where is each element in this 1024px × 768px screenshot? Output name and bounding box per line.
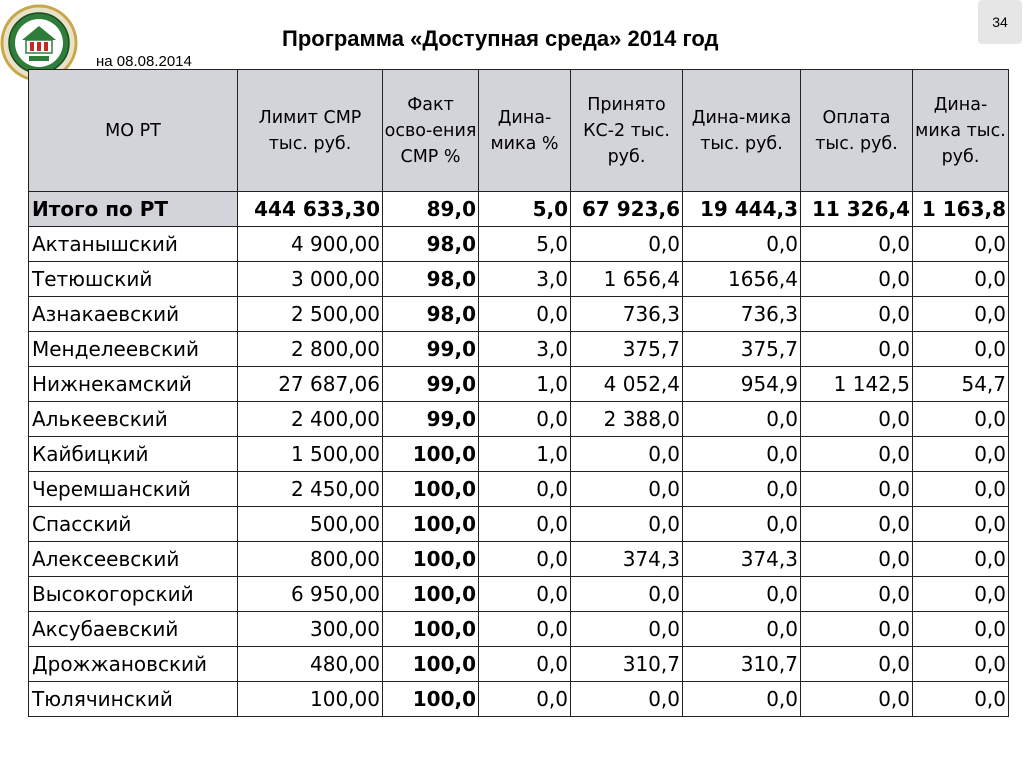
value-cell: 99,0 bbox=[383, 332, 479, 367]
value-cell: 3,0 bbox=[479, 332, 571, 367]
value-cell: 5,0 bbox=[479, 227, 571, 262]
value-cell: 0,0 bbox=[913, 227, 1009, 262]
column-header: Оплата тыс. руб. bbox=[801, 70, 913, 192]
district-name-cell: Аксубаевский bbox=[29, 612, 238, 647]
value-cell: 0,0 bbox=[479, 647, 571, 682]
value-cell: 310,7 bbox=[571, 647, 683, 682]
value-cell: 0,0 bbox=[913, 542, 1009, 577]
report-date: на 08.08.2014 bbox=[96, 53, 192, 70]
value-cell: 67 923,6 bbox=[571, 192, 683, 227]
value-cell: 0,0 bbox=[801, 332, 913, 367]
value-cell: 0,0 bbox=[913, 402, 1009, 437]
value-cell: 0,0 bbox=[913, 332, 1009, 367]
district-name-cell: Спасский bbox=[29, 507, 238, 542]
value-cell: 2 400,00 bbox=[238, 402, 383, 437]
column-header: Факт осво-ения СМР % bbox=[383, 70, 479, 192]
value-cell: 98,0 bbox=[383, 227, 479, 262]
value-cell: 0,0 bbox=[683, 227, 801, 262]
value-cell: 0,0 bbox=[913, 507, 1009, 542]
value-cell: 99,0 bbox=[383, 367, 479, 402]
value-cell: 0,0 bbox=[913, 612, 1009, 647]
table-row bbox=[29, 682, 1009, 717]
value-cell: 0,0 bbox=[571, 472, 683, 507]
value-cell: 444 633,30 bbox=[238, 192, 383, 227]
value-cell: 6 950,00 bbox=[238, 577, 383, 612]
value-cell: 0,0 bbox=[479, 472, 571, 507]
value-cell: 2 450,00 bbox=[238, 472, 383, 507]
value-cell: 736,3 bbox=[571, 297, 683, 332]
table-row bbox=[29, 262, 1009, 297]
value-cell: 0,0 bbox=[801, 437, 913, 472]
value-cell: 2 500,00 bbox=[238, 297, 383, 332]
value-cell: 480,00 bbox=[238, 647, 383, 682]
district-name-cell: Дрожжановский bbox=[29, 647, 238, 682]
value-cell: 4 900,00 bbox=[238, 227, 383, 262]
value-cell: 954,9 bbox=[683, 367, 801, 402]
value-cell: 0,0 bbox=[801, 542, 913, 577]
table-row bbox=[29, 577, 1009, 612]
value-cell: 0,0 bbox=[683, 402, 801, 437]
value-cell: 100,0 bbox=[383, 542, 479, 577]
value-cell: 1 142,5 bbox=[801, 367, 913, 402]
value-cell: 100,0 bbox=[383, 577, 479, 612]
value-cell: 100,0 bbox=[383, 612, 479, 647]
value-cell: 0,0 bbox=[571, 682, 683, 717]
value-cell: 374,3 bbox=[683, 542, 801, 577]
column-header: Дина-мика тыс. руб. bbox=[683, 70, 801, 192]
value-cell: 375,7 bbox=[683, 332, 801, 367]
value-cell: 0,0 bbox=[571, 437, 683, 472]
value-cell: 0,0 bbox=[801, 682, 913, 717]
value-cell: 0,0 bbox=[571, 227, 683, 262]
value-cell: 1 656,4 bbox=[571, 262, 683, 297]
value-cell: 100,0 bbox=[383, 507, 479, 542]
district-name-cell: Тетюшский bbox=[29, 262, 238, 297]
value-cell: 11 326,4 bbox=[801, 192, 913, 227]
value-cell: 0,0 bbox=[913, 297, 1009, 332]
table-row bbox=[29, 647, 1009, 682]
value-cell: 0,0 bbox=[913, 682, 1009, 717]
value-cell: 100,0 bbox=[383, 647, 479, 682]
value-cell: 19 444,3 bbox=[683, 192, 801, 227]
value-cell: 1,0 bbox=[479, 367, 571, 402]
column-header: Лимит СМР тыс. руб. bbox=[238, 70, 383, 192]
table-row bbox=[29, 472, 1009, 507]
value-cell: 0,0 bbox=[683, 577, 801, 612]
value-cell: 0,0 bbox=[683, 472, 801, 507]
value-cell: 500,00 bbox=[238, 507, 383, 542]
value-cell: 0,0 bbox=[801, 647, 913, 682]
value-cell: 0,0 bbox=[913, 437, 1009, 472]
district-name-cell: Высокогорский bbox=[29, 577, 238, 612]
district-name-cell: Алькеевский bbox=[29, 402, 238, 437]
column-header: Дина-мика % bbox=[479, 70, 571, 192]
table-row bbox=[29, 332, 1009, 367]
value-cell: 98,0 bbox=[383, 297, 479, 332]
district-name-cell: Кайбицкий bbox=[29, 437, 238, 472]
value-cell: 1 163,8 bbox=[913, 192, 1009, 227]
value-cell: 0,0 bbox=[801, 262, 913, 297]
value-cell: 0,0 bbox=[571, 577, 683, 612]
column-header: Дина-мика тыс. руб. bbox=[913, 70, 1009, 192]
value-cell: 375,7 bbox=[571, 332, 683, 367]
table-row bbox=[29, 367, 1009, 402]
value-cell: 0,0 bbox=[479, 682, 571, 717]
value-cell: 100,0 bbox=[383, 437, 479, 472]
district-name-cell: Черемшанский bbox=[29, 472, 238, 507]
value-cell: 300,00 bbox=[238, 612, 383, 647]
district-name-cell: Актанышский bbox=[29, 227, 238, 262]
table-row bbox=[29, 612, 1009, 647]
value-cell: 310,7 bbox=[683, 647, 801, 682]
value-cell: 0,0 bbox=[801, 402, 913, 437]
value-cell: 3 000,00 bbox=[238, 262, 383, 297]
district-name-cell: Нижнекамский bbox=[29, 367, 238, 402]
value-cell: 0,0 bbox=[683, 682, 801, 717]
value-cell: 0,0 bbox=[683, 612, 801, 647]
value-cell: 0,0 bbox=[571, 612, 683, 647]
value-cell: 2 388,0 bbox=[571, 402, 683, 437]
value-cell: 1,0 bbox=[479, 437, 571, 472]
value-cell: 0,0 bbox=[801, 227, 913, 262]
table-row bbox=[29, 507, 1009, 542]
value-cell: 54,7 bbox=[913, 367, 1009, 402]
table-header-row bbox=[29, 70, 1009, 192]
value-cell: 0,0 bbox=[479, 577, 571, 612]
value-cell: 0,0 bbox=[683, 507, 801, 542]
value-cell: 99,0 bbox=[383, 402, 479, 437]
value-cell: 0,0 bbox=[479, 542, 571, 577]
value-cell: 3,0 bbox=[479, 262, 571, 297]
district-name-cell: Алексеевский bbox=[29, 542, 238, 577]
table-row bbox=[29, 297, 1009, 332]
district-name-cell: Тюлячинский bbox=[29, 682, 238, 717]
value-cell: 0,0 bbox=[683, 437, 801, 472]
value-cell: 0,0 bbox=[913, 647, 1009, 682]
value-cell: 0,0 bbox=[801, 507, 913, 542]
value-cell: 0,0 bbox=[913, 472, 1009, 507]
table-row bbox=[29, 227, 1009, 262]
district-name-cell: Менделеевский bbox=[29, 332, 238, 367]
page-title: Программа «Доступная среда» 2014 год bbox=[282, 26, 719, 51]
table-row bbox=[29, 437, 1009, 472]
value-cell: 0,0 bbox=[801, 297, 913, 332]
value-cell: 0,0 bbox=[801, 612, 913, 647]
total-row bbox=[29, 192, 1009, 227]
value-cell: 100,0 bbox=[383, 682, 479, 717]
value-cell: 800,00 bbox=[238, 542, 383, 577]
column-header: Принято КС-2 тыс. руб. bbox=[571, 70, 683, 192]
value-cell: 0,0 bbox=[479, 612, 571, 647]
column-header: МО РТ bbox=[29, 70, 238, 192]
district-name-cell: Азнакаевский bbox=[29, 297, 238, 332]
table-row bbox=[29, 542, 1009, 577]
value-cell: 0,0 bbox=[801, 577, 913, 612]
page-number: 34 bbox=[978, 0, 1022, 44]
value-cell: 89,0 bbox=[383, 192, 479, 227]
value-cell: 98,0 bbox=[383, 262, 479, 297]
value-cell: 0,0 bbox=[479, 507, 571, 542]
district-name-cell: Итого по РТ bbox=[29, 192, 238, 227]
value-cell: 0,0 bbox=[571, 507, 683, 542]
value-cell: 0,0 bbox=[479, 297, 571, 332]
value-cell: 736,3 bbox=[683, 297, 801, 332]
program-table bbox=[28, 69, 1009, 717]
value-cell: 0,0 bbox=[913, 577, 1009, 612]
value-cell: 100,0 bbox=[383, 472, 479, 507]
value-cell: 27 687,06 bbox=[238, 367, 383, 402]
value-cell: 0,0 bbox=[479, 402, 571, 437]
value-cell: 100,00 bbox=[238, 682, 383, 717]
table-body bbox=[29, 192, 1009, 717]
value-cell: 4 052,4 bbox=[571, 367, 683, 402]
value-cell: 1656,4 bbox=[683, 262, 801, 297]
value-cell: 5,0 bbox=[479, 192, 571, 227]
value-cell: 1 500,00 bbox=[238, 437, 383, 472]
value-cell: 0,0 bbox=[801, 472, 913, 507]
table-row bbox=[29, 402, 1009, 437]
value-cell: 374,3 bbox=[571, 542, 683, 577]
value-cell: 0,0 bbox=[913, 262, 1009, 297]
value-cell: 2 800,00 bbox=[238, 332, 383, 367]
